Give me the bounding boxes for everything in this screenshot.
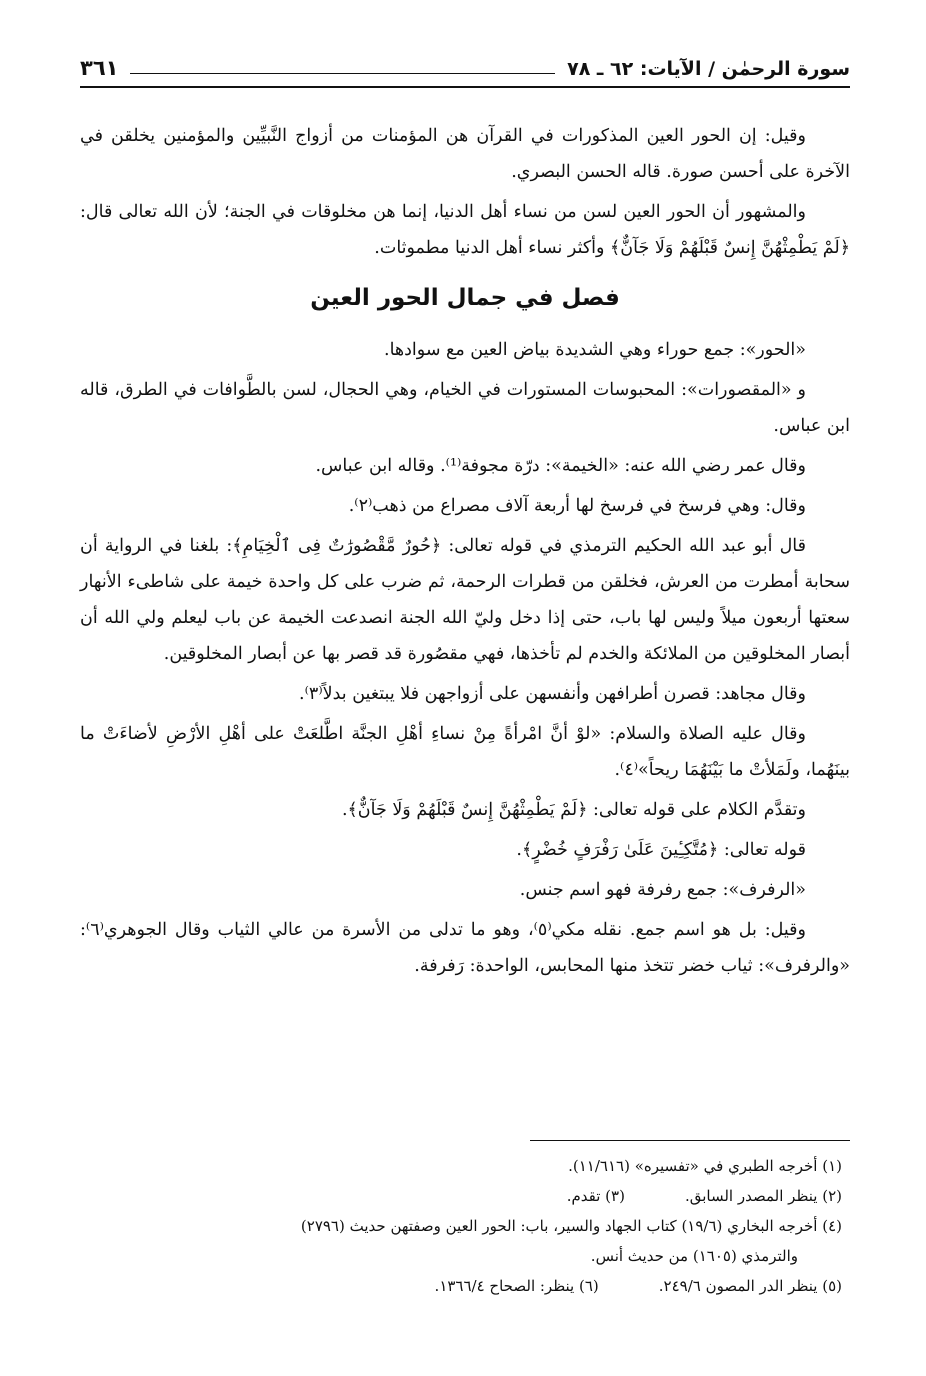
page-number: ٣٦١: [80, 56, 119, 80]
footnote-2: (٢) ينظر المصدر السابق.: [684, 1187, 842, 1205]
footnote-4-continuation: والترمذي (١٦٠٥) من حديث أنس.: [590, 1247, 798, 1265]
footnote-5: (٥) ينظر الدر المصون ٢٤٩/٦.: [658, 1277, 842, 1295]
paragraph: وقيل: بل هو اسم جمع. نقله مكي⁽٥⁾، وهو ما تدلى من الأسرة من عالي الثياب وقال الجوهري⁽٦⁾: «والرفرف»: ثياب خضر تتخذ منها المحابس، الواحدة: رَفرفة.: [80, 920, 850, 976]
paragraph: «الرفرف»: جمع رفرفة فهو اسم جنس.: [519, 880, 806, 900]
footnote-4: (٤) أخرجه البخاري (١٩/٦) كتاب الجهاد والسير، باب: الحور العين وصفتهن حديث (٢٧٩٦): [300, 1217, 842, 1235]
footnote-row: [80, 1181, 850, 1211]
paragraph: و «المقصورات»: المحبوسات المستورات في الخيام، وهي الحجال، لسن بالطَّوافات في الطرق، قاله ابن عباس.: [80, 380, 850, 436]
footnotes: [80, 1140, 850, 1301]
paragraph: قوله تعالى: ﴿مُتَّكِـِٔينَ عَلَىٰ رَفْرَفٍ خُضْرٍ﴾.: [516, 840, 806, 860]
running-title: سورة الرحمٰن / الآيات: ٦٢ ـ ٧٨: [567, 58, 850, 80]
footnote-6: (٦) ينظر: الصحاح ١٣٦٦/٤.: [434, 1277, 599, 1295]
paragraph: وقال عليه الصلاة والسلام: «لوْ أنَّ امْرأةً مِنْ نساءِ أهْلِ الجنَّة اطَّلعَتْ على أهْلِ الأرْضِ لأضاءَتْ ما بينَهُما، ولَمَلأتْ ما بَيْنَهُمَا ريحاً»⁽٤⁾.: [80, 724, 850, 780]
section-heading: فصل في جمال الحور العين: [310, 285, 620, 311]
paragraph: وقال مجاهد: قصرن أطرافهن وأنفسهن على أزواجهن فلا يبتغين بدلاً⁽٣⁾.: [299, 684, 806, 704]
paragraph: وقال: وهي فرسخ في فرسخ لها أربعة آلاف مصراع من ذهب⁽٢⁾.: [348, 496, 806, 516]
footnote-row: [80, 1211, 850, 1241]
footnote-row: [80, 1271, 850, 1301]
book-page: [80, 42, 850, 1342]
footnote-rule: [530, 1140, 850, 1141]
paragraph: وقيل: إن الحور العين المذكورات في القرآن هن المؤمنات من أزواج النَّبيِّين والمؤمنين يخلقن في الآخرة على أحسن صورة. قاله الحسن البصري.: [80, 126, 850, 182]
main-text: [80, 118, 850, 984]
footnote-1: (١) أخرجه الطبري في «تفسيره» (١١/٦١٦).: [568, 1157, 842, 1175]
footnote-row: [80, 1151, 850, 1181]
paragraph: وقال عمر رضي الله عنه: «الخيمة»: درّة مجوفة⁽¹⁾. وقاله ابن عباس.: [315, 456, 806, 476]
footnote-3: (٣) تقدم.: [566, 1187, 625, 1205]
paragraph: والمشهور أن الحور العين لسن من نساء أهل الدنيا، إنما هن مخلوقات في الجنة؛ لأن الله تعالى قال: ﴿لَمْ يَطْمِثْهُنَّ إِنسٌ قَبْلَهُمْ وَلَا جَآنٌّ﴾ وأكثر نساء أهل الدنيا مطموثات.: [80, 202, 850, 258]
paragraph: قال أبو عبد الله الحكيم الترمذي في قوله تعالى: ﴿حُورٌ مَّقْصُورَٰتٌ فِى ٱلْخِيَامِ﴾: بلغنا في الرواية أن سحابة أمطرت من العرش، فخلقن من قطرات الرحمة، ثم ضرب على كل واحدة خيمة على شاطىء الأنهار سعتها أربعون ميلاً وليس لها باب، حتى إذا دخل وليّ الله الجنة انصدعت الخيمة عن باب ليعلم ولي الله أن أبصار المخلوقين من الملائكة والخدم لم تأخذها، فهي مقصُورة قد قصر بها عن أبصار المخلوقين.: [80, 536, 850, 664]
header-rule: [130, 73, 555, 74]
paragraph: وتقدَّم الكلام على قوله تعالى: ﴿لَمْ يَطْمِثْهُنَّ إِنسٌ قَبْلَهُمْ وَلَا جَآنٌّ﴾.: [341, 800, 806, 820]
paragraph: «الحور»: جمع حوراء وهي الشديدة بياض العين مع سوادها.: [384, 340, 806, 360]
page-header: [80, 42, 850, 88]
